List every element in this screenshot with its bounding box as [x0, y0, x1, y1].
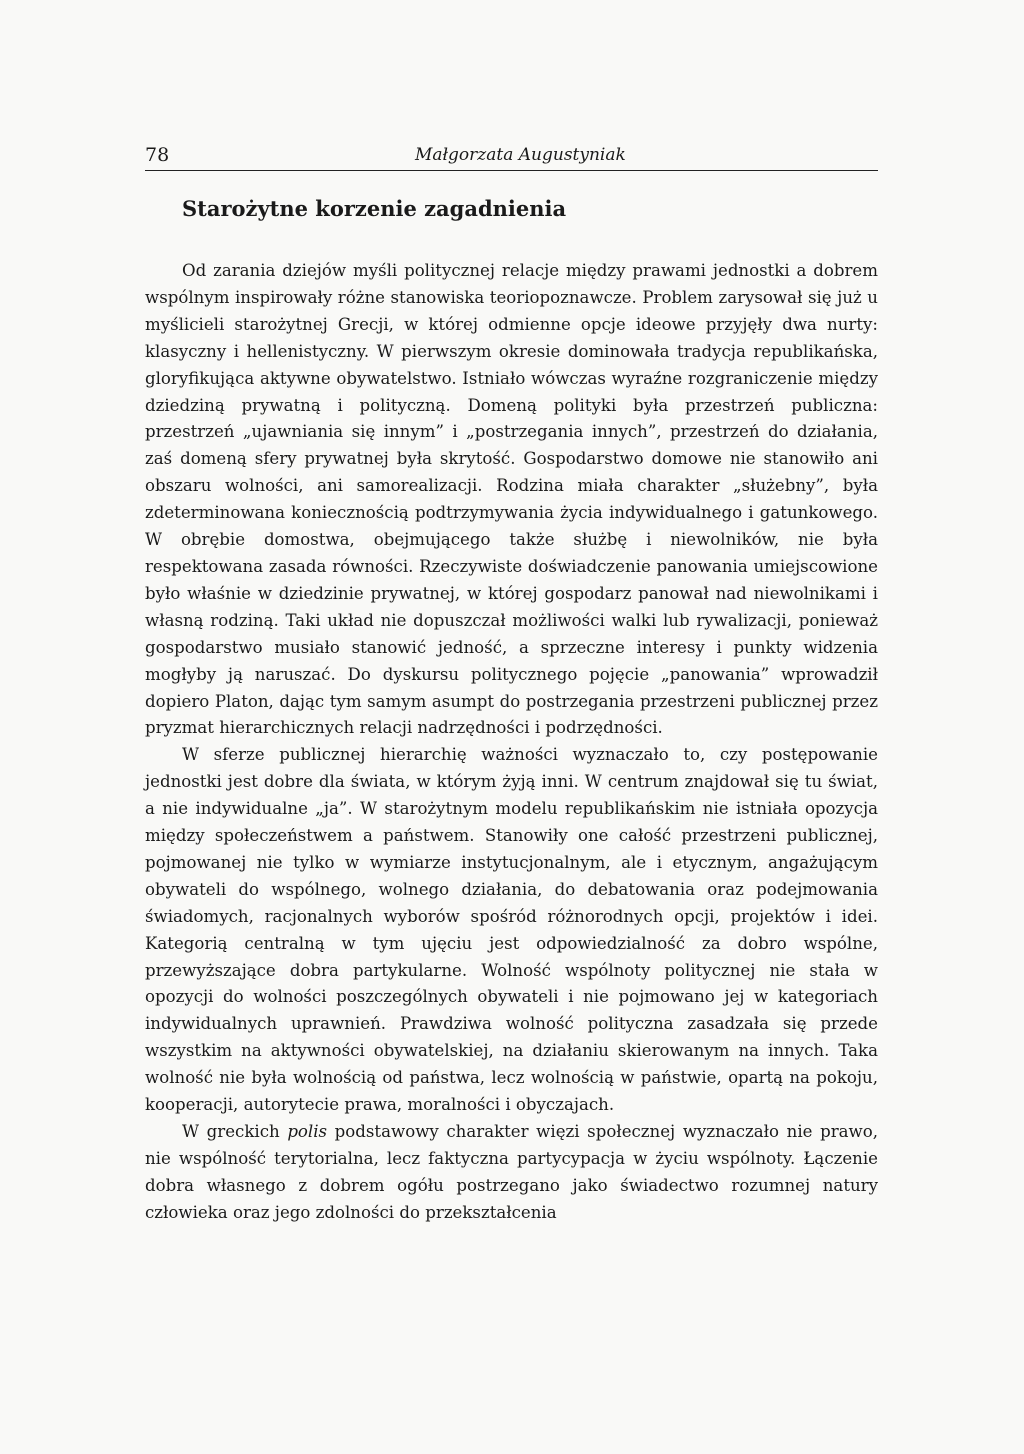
paragraph: Od zarania dziejów myśli politycznej relacje między prawami jednostki a dobrem wspólnym inspirowały różne stanowiska teoriopoznawcze. Problem zarysował się już u myślicieli starożytnej Grecji, w której odmienne opcje ideowe przyjęły dwa nurty: klasyczny i hellenistyczny. W pierwszym okresie dominowała tradycja republikańska, gloryfikująca aktywne obywatelstwo. Istniało wówczas wyraźne rozgraniczenie między dziedziną prywatną i polityczną. Domeną polityki była przestrzeń publiczna: przestrzeń „ujawniania się innym” i „postrzegania innych”, przestrzeń do działania, zaś domeną sfery prywatnej była skrytość. Gospodarstwo domowe nie stanowiło ani obszaru wolności, ani samorealizacji. Rodzina miała charakter „służebny”, była zdeterminowana koniecznością podtrzymywania życia indywidualnego i gatunkowego. W obrębie domostwa, obejmującego także służbę i niewolników, nie była respektowana zasada równości. Rzeczywiste doświadczenie panowania umiejscowione było właśnie w dziedzinie prywatnej, w której gospodarz panował nad niewolnikami i własną rodziną. Taki układ nie dopuszczał możliwości walki lub rywalizacji, ponieważ gospodarstwo musiało stanowić jedność, a sprzeczne interesy i punkty widzenia mogłyby ją naruszać. Do dyskursu politycznego pojęcie „panowania” wprowadził dopiero Platon, dając tym samym asumpt do postrzegania przestrzeni publicznej przez pryzmat hierarchicznych relacji nadrzędności i podrzędności.	[145, 261, 878, 738]
paragraph	[145, 1119, 878, 1227]
body-text	[145, 258, 878, 1227]
page-number: 78	[145, 144, 170, 166]
running-header-author: Małgorzata Augustyniak	[415, 145, 626, 165]
italic-term: polis	[287, 1122, 328, 1141]
running-header	[145, 142, 878, 171]
paragraph-text: W greckich	[182, 1122, 288, 1141]
section-title: Starożytne korzenie zagadnienia	[182, 196, 567, 221]
paragraph-text: podstawowy charakter więzi społecznej wyznaczało nie prawo, nie wspólność terytorialna, lecz faktyczna partycypacja w życiu wspólnoty. Łączenie dobra własnego z dobrem ogółu postrzegano jako świadectwo rozumnej natury człowieka oraz jego zdolności do przekształcenia	[145, 1122, 878, 1222]
paragraph: W sferze publicznej hierarchię ważności wyznaczało to, czy postępowanie jednostki jest dobre dla świata, w którym żyją inni. W centrum znajdował się tu świat, a nie indywidualne „ja”. W starożytnym modelu republikańskim nie istniała opozycja między społeczeństwem a państwem. Stanowiły one całość przestrzeni publicznej, pojmowanej nie tylko w wymiarze instytucjonalnym, ale i etycznym, angażującym obywateli do wspólnego, wolnego działania, do debatowania oraz podejmowania świadomych, racjonalnych wyborów spośród różnorodnych opcji, projektów i idei. Kategorią centralną w tym ujęciu jest odpowiedzialność za dobro wspólne, przewyższające dobra partykularne. Wolność wspólnoty politycznej nie stała w opozycji do wolności poszczególnych obywateli i nie pojmowano jej w kategoriach indywidualnych uprawnień. Prawdziwa wolność polityczna zasadzała się przede wszystkim na aktywności obywatelskiej, na działaniu skierowanym na innych. Taka wolność nie była wolnością od państwa, lecz wolnością w państwie, opartą na pokoju, kooperacji, autorytecie prawa, moralności i obyczajach.	[145, 745, 878, 1115]
